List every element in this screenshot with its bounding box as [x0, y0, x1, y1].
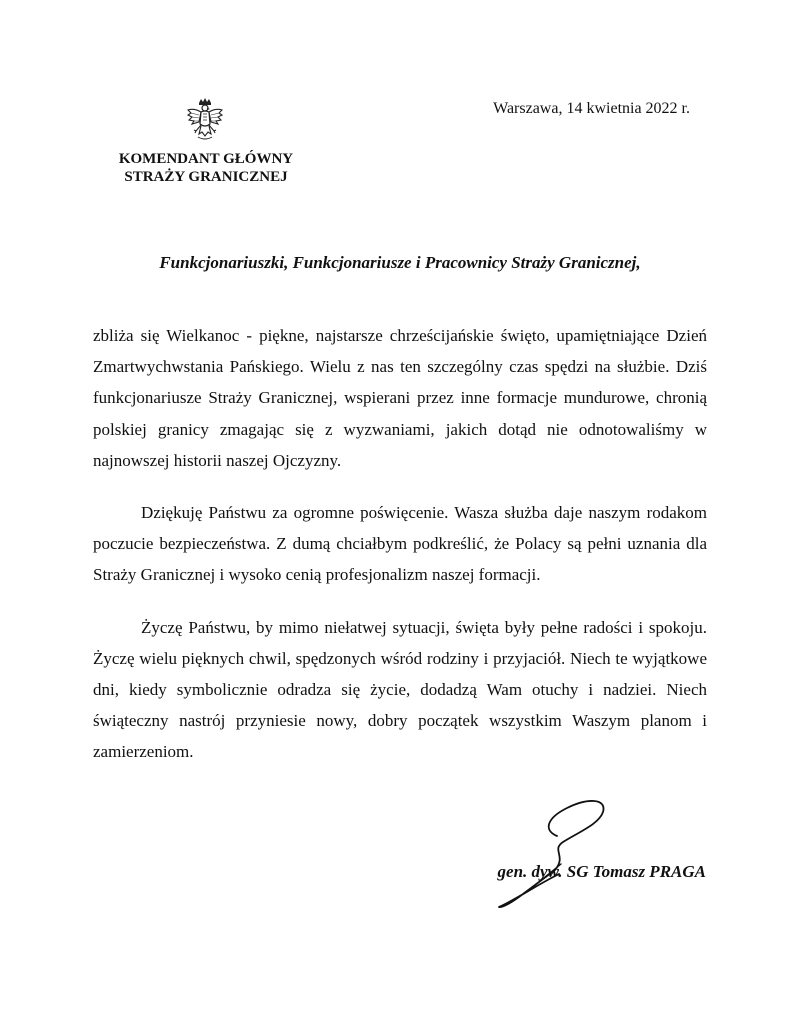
letter-date: Warszawa, 14 kwietnia 2022 r.	[493, 100, 690, 117]
polish-eagle-emblem-icon	[186, 98, 224, 142]
handwritten-signature	[495, 792, 620, 910]
paragraph-1: zbliża się Wielkanoc - piękne, najstarsze chrześcijańskie święto, upamiętniające Dzień Zmartwychwstania Pańskiego. Wielu z nas ten szczególny czas spędzi na służbie. Dziś funkcjonariusze Straży Granicznej, wspierani przez inne formacje mundurowe, chronią polskiej granicy zmagając się z wyzwaniami, jakich dotąd nie odnotowaliśmy w najnowszej historii naszej Ojczyzny.	[93, 326, 707, 470]
paragraph-2: Dziękuję Państwu za ogromne poświęcenie. Wasza służba daje naszym rodakom poczucie bezpieczeństwa. Z dumą chciałbym podkreślić, że Polacy są pełni uznania dla Straży Granicznej i wysoko cenią profesjonalizm naszej formacji.	[93, 503, 707, 585]
issuer-block	[100, 150, 312, 186]
issuer-line-1: KOMENDANT GŁÓWNY	[118, 151, 294, 167]
salutation: Funkcjonariuszki, Funkcjonariusze i Pracownicy Straży Granicznej,	[159, 253, 641, 272]
letter-body	[93, 320, 707, 789]
paragraph-3: Życzę Państwu, by mimo niełatwej sytuacji, święta były pełne radości i spokoju. Życzę wielu pięknych chwil, spędzonych wśród rodziny i przyjaciół. Niech te wyjątkowe dni, kiedy symbolicznie odradza się życie, dodadzą Wam otuchy i nadziei. Niech świąteczny nastrój przyniesie nowy, dobry początek wszystkim Waszym planom i zamierzeniom.	[93, 617, 707, 762]
issuer-line-2: STRAŻY GRANICZNEJ	[124, 169, 288, 185]
signatory-name: gen. dyw. SG Tomasz PRAGA	[497, 862, 706, 881]
